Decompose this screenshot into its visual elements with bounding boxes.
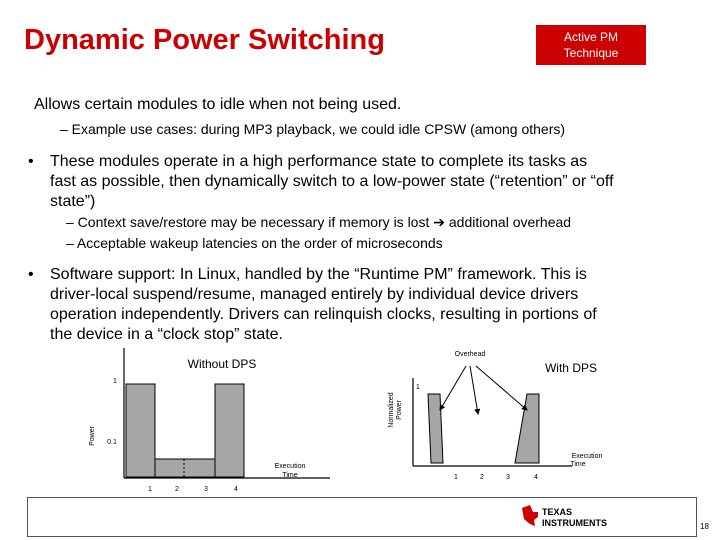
bullet-line: These modules operate in a high performance state to complete its tasks as — [50, 153, 588, 170]
logo-line-2: INSTRUMENTS — [542, 518, 607, 528]
tick-label: 2 — [175, 486, 179, 493]
x-axis-label: Execution — [571, 453, 603, 460]
tick-label: 1 — [148, 486, 152, 493]
slide-title: Dynamic Power Switching — [24, 24, 385, 56]
tick-label: 3 — [204, 486, 208, 493]
overhead-arrow — [476, 366, 527, 410]
x-axis-label: Execution — [274, 463, 306, 470]
chart-with-dps — [388, 351, 602, 481]
overhead-arrow — [470, 366, 478, 414]
sub-bullet-context: – Context save/restore may be necessary if memory is lost ➔ additional overhead — [66, 214, 572, 230]
chart-title: With DPS — [544, 361, 598, 375]
x-axis-label: Time — [570, 461, 586, 468]
tick-label: 4 — [534, 474, 538, 481]
intro-sub-text: – Example use cases: during MP3 playback, we could idle CPSW (among others) — [60, 121, 566, 137]
sub-bullet-latency: – Acceptable wakeup latencies on the order of microseconds — [66, 235, 443, 251]
bullet-marker: • — [28, 153, 34, 170]
y-axis-label: Power — [89, 426, 96, 446]
power-spike-start — [428, 394, 443, 463]
tick-label: 1 — [454, 474, 458, 481]
tick-label: 2 — [480, 474, 484, 481]
y-top-label: 1 — [113, 378, 117, 385]
bullet-line: state”) — [50, 193, 96, 210]
tick-label: 4 — [234, 486, 238, 493]
bullet-line: operation independently. Drivers can relinquish clocks, resulting in portions of — [50, 306, 597, 323]
power-bar-active-start — [126, 384, 155, 477]
power-bar-idle — [155, 459, 215, 477]
chart-without-dps — [89, 348, 330, 493]
y-axis-label: Power — [396, 400, 403, 420]
overhead-arrow — [440, 366, 466, 410]
badge-line-1: Active PM — [563, 30, 618, 44]
intro-text: Allows certain modules to idle when not being used. — [34, 96, 402, 113]
bullet-line: driver-local suspend/resume, managed entirely by individual device drivers — [50, 286, 579, 303]
power-spike-end — [515, 394, 539, 463]
bullet-line: the device in a “clock stop” state. — [50, 326, 283, 343]
power-bar-active-end — [215, 384, 244, 477]
tick-label: 3 — [506, 474, 510, 481]
overhead-label: Overhead — [454, 351, 486, 358]
bullet-line: Software support: In Linux, handled by the “Runtime PM” framework. This is — [50, 266, 587, 283]
footer-box — [27, 497, 697, 537]
page-number: 18 — [700, 522, 709, 531]
y-axis-label: Normalized — [388, 392, 395, 428]
y-low-label: 0.1 — [107, 439, 117, 446]
bullet-marker: • — [28, 266, 34, 283]
x-axis-label: Time — [282, 472, 298, 479]
chart-title: Without DPS — [187, 357, 257, 371]
bullet-line: fast as possible, then dynamically switch to a low-power state (“retention” or “off — [50, 173, 614, 190]
y-top-label: 1 — [416, 384, 420, 391]
badge-line-2: Technique — [563, 46, 619, 60]
logo-line-1: TEXAS — [542, 507, 573, 517]
